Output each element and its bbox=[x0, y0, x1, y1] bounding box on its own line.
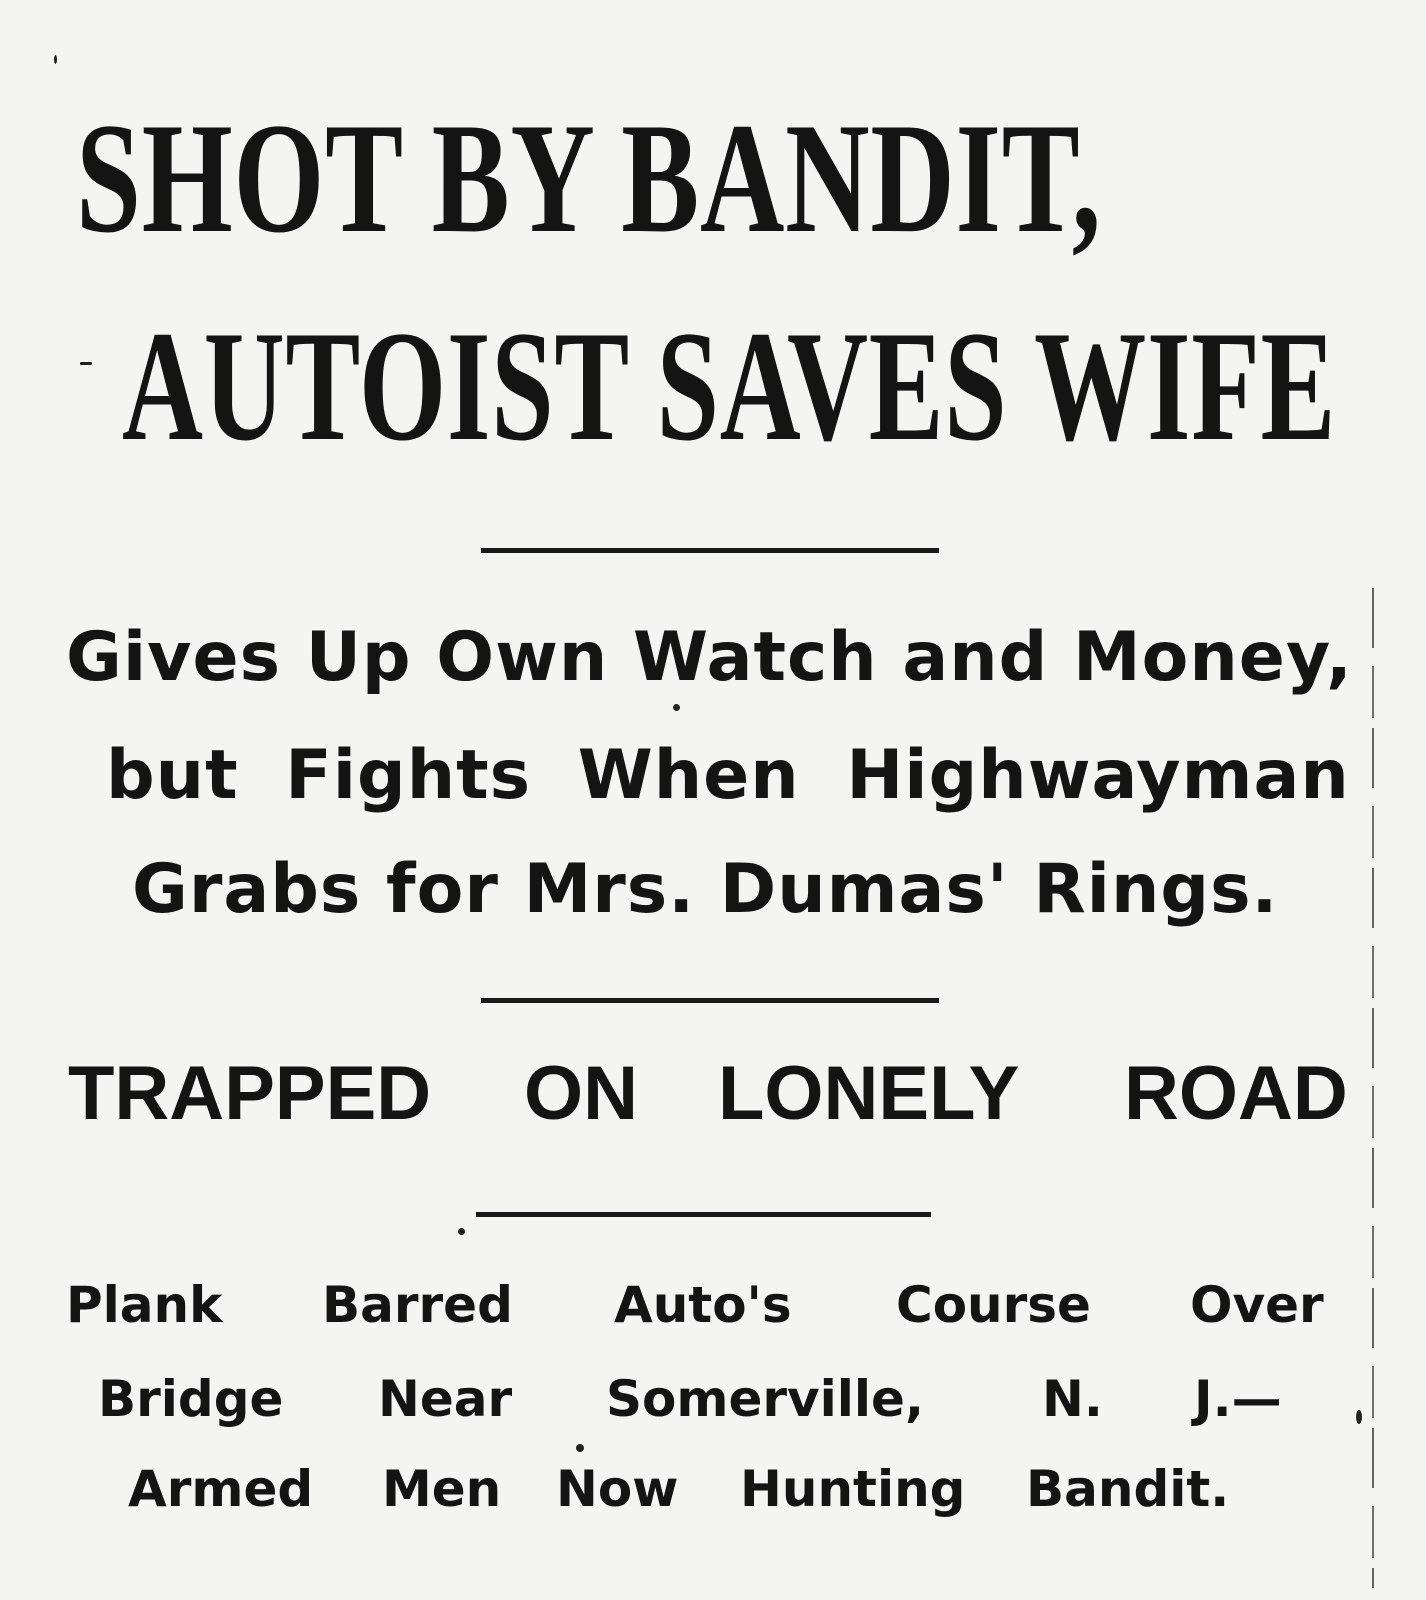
summary-word: Now bbox=[556, 1460, 679, 1518]
ink-speck bbox=[1356, 1410, 1362, 1424]
ink-speck bbox=[458, 1228, 465, 1235]
summary-word: Near bbox=[378, 1370, 513, 1428]
column-rule bbox=[1372, 588, 1374, 1588]
summary-word: Somerville, bbox=[606, 1370, 924, 1428]
subhead-word: ON bbox=[524, 1051, 638, 1136]
summary-word: Plank bbox=[66, 1276, 223, 1334]
subhead-word: LONELY bbox=[718, 1051, 1020, 1136]
deck-line-1: Gives Up Own Watch and Money, bbox=[66, 618, 1353, 697]
summary-word: Barred bbox=[322, 1276, 513, 1334]
summary-word: J.— bbox=[1194, 1370, 1282, 1428]
summary-word: Bandit. bbox=[1026, 1460, 1230, 1518]
subhead-word: TRAPPED bbox=[68, 1051, 432, 1136]
summary-word: Course bbox=[896, 1276, 1091, 1334]
deck-line-2: but Fights When Highwayman bbox=[106, 736, 1350, 815]
summary-word: Bridge bbox=[98, 1370, 284, 1428]
summary-word: Over bbox=[1190, 1276, 1324, 1334]
ink-speck bbox=[673, 704, 680, 711]
divider-rule bbox=[476, 1212, 931, 1217]
summary-word: N. bbox=[1042, 1370, 1103, 1428]
deck-line-3: Grabs for Mrs. Dumas' Rings. bbox=[132, 850, 1279, 929]
subhead-word: ROAD bbox=[1124, 1051, 1348, 1136]
ink-speck bbox=[54, 55, 57, 64]
summary-word: Men bbox=[382, 1460, 502, 1518]
divider-rule bbox=[481, 548, 939, 553]
headline-line-2: AUTOIST SAVES WIFE bbox=[122, 299, 1337, 474]
headline-line-1: SHOT BY BANDIT, bbox=[76, 91, 1102, 266]
ink-speck bbox=[576, 1444, 584, 1452]
summary-word: Armed bbox=[128, 1460, 314, 1518]
summary-word: Hunting bbox=[740, 1460, 966, 1518]
summary-word: Auto's bbox=[614, 1276, 792, 1334]
divider-rule bbox=[481, 998, 939, 1003]
ink-speck bbox=[80, 362, 92, 365]
